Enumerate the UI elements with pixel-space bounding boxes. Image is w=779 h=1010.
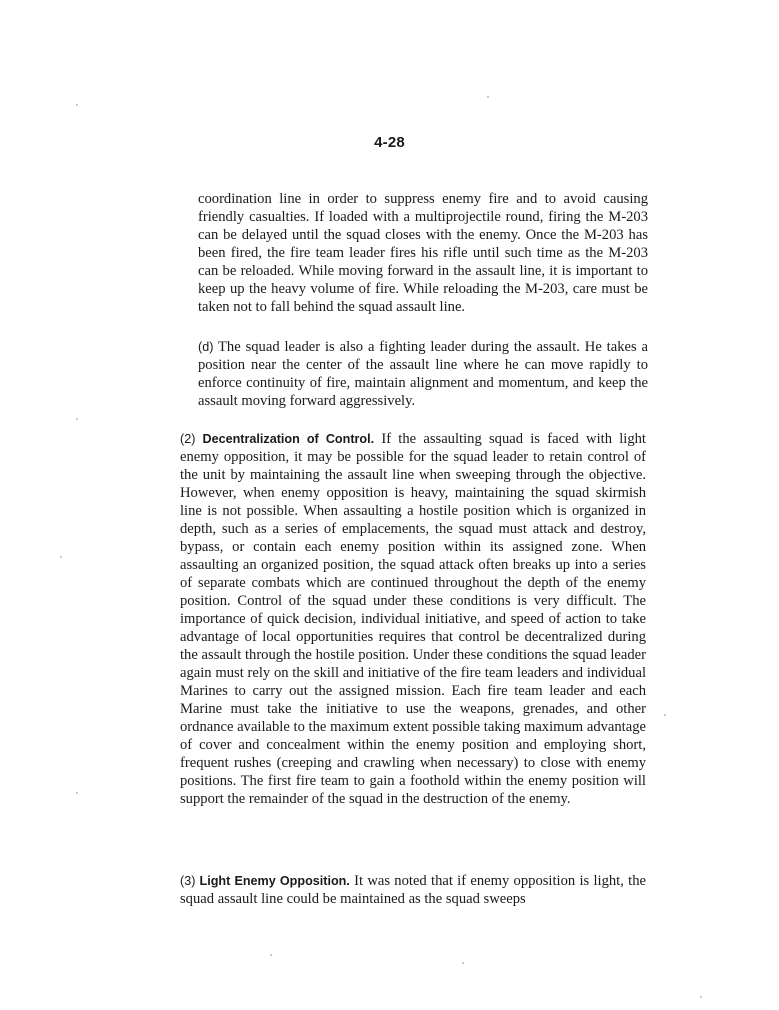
scan-speck [76,792,78,794]
scan-speck [462,962,464,964]
scan-speck [60,556,62,558]
paragraph-heading: Light Enemy Opposition. [199,874,350,888]
scan-speck [664,714,666,716]
paragraph-label [180,874,350,888]
paragraph-label-number: (2) [180,432,196,446]
scan-speck [700,996,702,998]
paragraph-3-light-enemy-opposition [180,872,646,908]
page-number: 4-28 [374,134,405,151]
paragraph-text: coordination line in order to suppress enemy fire and to avoid causing friendly casualties. If loaded with a multiprojectile round, firing the M-203 can be delayed until the squad closes with the enemy. Once the M-203 has been fired, the fire team leader fires his rifle until such time as the M-203 can be reloaded. While moving forward in the assault line, it is important to keep up the heavy volume of fire. While reloading the M-203, care must be taken not to fall behind the squad assault line. [198,191,648,315]
paragraph-label [180,432,374,446]
scan-speck [76,418,78,420]
scan-speck [270,954,272,956]
paragraph-text: The squad leader is also a fighting leader during the assault. He takes a position near the center of the assault line where he can move rapidly to enforce continuity of fire, maintain alignment and momentum, and keep the assault moving forward aggressively. [198,339,648,409]
paragraph-fire-team-m203 [198,190,648,316]
paragraph-label: (d) [198,340,214,354]
scan-speck [76,104,78,106]
paragraph-2-decentralization-of-control [180,430,646,808]
paragraph-heading: Decentralization of Control. [202,432,375,446]
paragraph-label-number: (3) [180,874,196,888]
scan-speck [487,96,489,98]
paragraph-text: If the assaulting squad is faced with light enemy opposition, it may be possible for the squad leader to retain control of the unit by maintaining the assault line when sweeping through the objective. However, when enemy opposition is heavy, maintaining the squad skirmish line is not possible. When assaulting a hostile position which is organized in depth, such as a series of emplacements, the squad must attack and destroy, bypass, or contain each enemy position within its assigned zone. When assaulting an organized position, the squad attack often breaks up into a series of separate combats which are continued throughout the depth of the enemy position. Control of the squad under these conditions is very difficult. The importance of quick decision, individual initiative, and speed of action to take advantage of local opportunities requires that control be decentralized during the assault through the hostile position. Under these conditions the squad leader again must rely on the skill and initiative of the fire team leaders and individual Marines to carry out the assigned mission. Each fire team leader and each Marine must take the initiative to use the weapons, grenades, and other ordnance available to the maximum extent possible taking maximum advantage of cover and concealment within the enemy position and employing short, frequent rushes (creeping and crawling when necessary) to close with enemy positions. The first fire team to gain a foothold within the enemy position will support the remainder of the squad in the destruction of the enemy. [180,431,646,807]
paragraph-d-squad-leader [198,338,648,410]
paragraph-text: It was noted that if enemy opposition is light, the squad assault line could be maintained as the squad sweeps [180,873,646,907]
